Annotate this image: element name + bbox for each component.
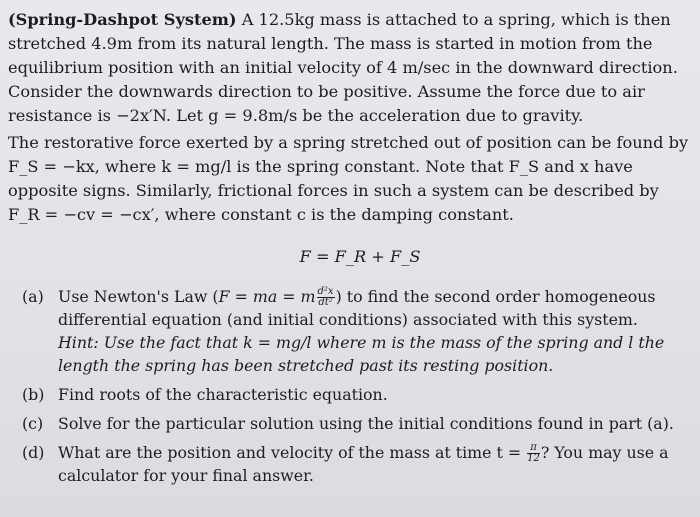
part-b [22,383,690,406]
part-d-text-before: What are the position and velocity of the mass at time t = [58,443,527,462]
part-label: (a) [22,287,44,306]
second-derivative-fraction [317,287,335,308]
part-a-text-before: Use Newton's Law ( [58,287,219,306]
fraction-denominator: 12 [527,453,540,464]
part-label: (b) [22,385,45,404]
force-equation: F = F_R + F_S [299,247,421,266]
part-d [22,441,690,487]
part-c-text: Solve for the particular solution using the initial conditions found in part (a). [58,414,674,433]
problem-title: (Spring-Dashpot System) [8,10,237,29]
part-c [22,412,690,435]
part-label: (d) [22,443,45,462]
problem-document [8,8,692,493]
problem-intro-text: A 12.5kg mass is attached to a spring, which is then stretched 4.9m from its natural length. The mass is started in motion from the equilibrium position with an initial velocity of 4 m/sec in the downward direction. Consider the downwards direction to be positive. Assume the force due to air resistance is −2x′N. Let g = 9.8m/s be the acceleration due to gravity. [8,10,678,125]
fraction-numerator: d²x [317,286,334,297]
part-a [22,285,690,377]
part-b-text: Find roots of the characteristic equation. [58,385,388,404]
question-parts-list [22,285,690,487]
fraction-numerator: π [527,443,540,454]
problem-intro-paragraph [8,8,692,128]
explanation-paragraph: The restorative force exerted by a spring stretched out of position can be found by F_S = −kx, where k = mg/l is the spring constant. Note that F_S and x have opposite signs. Similarly, frictional forces in such a system can be described by F_R = −cv = −cx′, where constant c is the damping constant. [8,133,689,224]
part-a-text-after: ) to find the second order homogeneous differential equation (and initial conditions) associated with this system. [58,287,656,329]
fraction-denominator: dt² [318,297,333,308]
newton-law-formula: F = ma = m [218,287,316,306]
part-d-text-after: ? You may use a calculator for your final answer. [58,443,669,485]
part-label: (c) [22,414,44,433]
time-fraction [527,443,540,464]
part-a-hint: Hint: Use the fact that k = mg/l where m is the mass of the spring and l the length the spring has been stretched past its resting position. [58,333,665,375]
